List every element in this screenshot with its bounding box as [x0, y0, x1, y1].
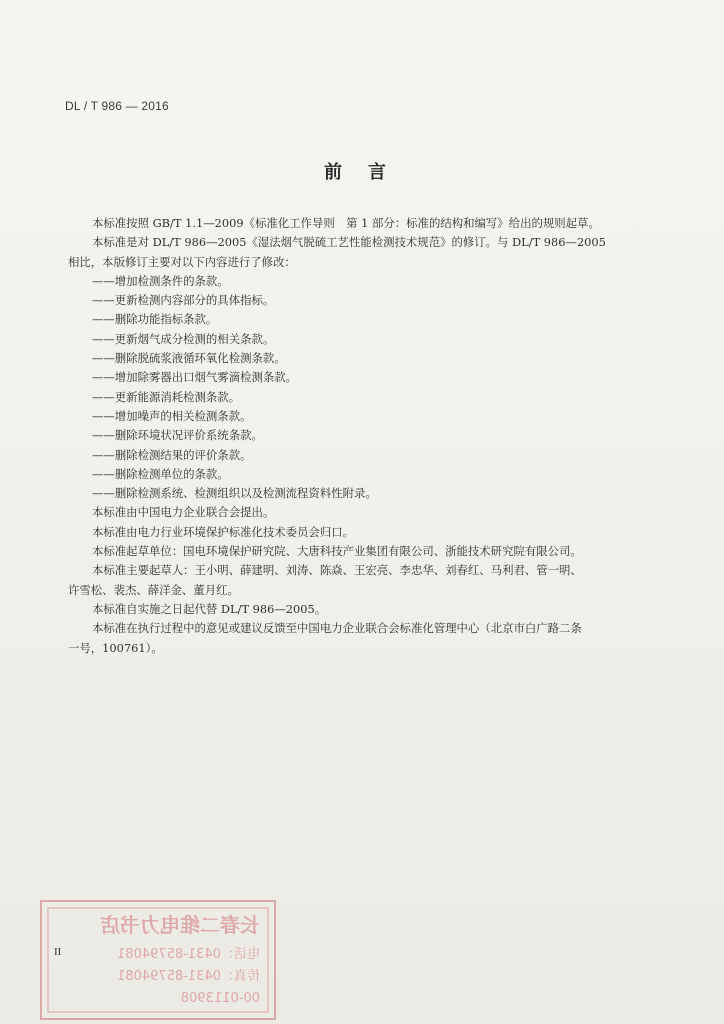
- list-item: ——删除检测系统、检测组织以及检测流程资料性附录。: [92, 486, 377, 501]
- list-item: ——更新能源消耗检测条款。: [92, 389, 241, 404]
- document-body: [68, 214, 658, 658]
- list-item: ——增加检测条件的条款。: [92, 273, 229, 288]
- paragraph-revision-line-2: 相比，本版修订主要对以下内容进行了修改：: [68, 254, 296, 269]
- paragraph-replaces: 本标准自实施之日起代替 DL/T 986—2005。: [92, 601, 327, 616]
- document-header: DL / T 986 — 2016: [65, 99, 169, 113]
- revision-list: [68, 272, 658, 504]
- paragraph-drafting-rules: 本标准按照 GB/T 1.1—2009《标准化工作导则 第 1 部分：标准的结构和编写》给出的规则起草。: [92, 216, 600, 230]
- list-item: ——删除脱硫浆液循环氧化检测条款。: [92, 351, 286, 366]
- paragraph-drafters-line-1: 本标准主要起草人：王小明、薛建明、刘涛、陈焱、王宏亮、李忠华、刘春红、马利君、管一明、: [92, 563, 582, 578]
- paragraph-drafting-units: 本标准起草单位：国电环境保护研究院、大唐科技产业集团有限公司、浙能技术研究院有限公司。: [92, 544, 582, 559]
- list-item: ——删除功能指标条款。: [92, 312, 218, 327]
- paragraph-proposer: 本标准由中国电力企业联合会提出。: [92, 505, 275, 520]
- page-number: II: [54, 946, 62, 958]
- paragraph-drafters-line-2: 许雪松、裴杰、薛洋金、董月红。: [68, 582, 239, 597]
- list-item: ——更新检测内容部分的具体指标。: [92, 293, 275, 308]
- svg-text:电话：0431-85794081: 电话：0431-85794081: [117, 947, 260, 962]
- paragraph-feedback-line-1: 本标准在执行过程中的意见或建议反馈至中国电力企业联合会标准化管理中心（北京市白广路二条: [92, 621, 582, 636]
- svg-text:长春二维电力书店: 长春二维电力书店: [100, 913, 260, 937]
- paragraph-revision-line-1: 本标准是对 DL/T 986—2005《湿法烟气脱硫工艺性能检测技术规范》的修订。与 DL/T 986—2005: [92, 235, 606, 250]
- list-item: ——删除环境状况评价系统条款。: [92, 428, 263, 443]
- paragraph-feedback-line-2: 一号，100761）。: [68, 640, 163, 655]
- paragraph-committee: 本标准由电力行业环境保护标准化技术委员会归口。: [92, 524, 354, 539]
- list-item: ——增加噪声的相关检测条款。: [92, 408, 252, 423]
- list-item: ——更新烟气成分检测的相关条款。: [92, 331, 275, 346]
- page-title: 前言: [324, 162, 412, 183]
- list-item: ——增加除雾器出口烟气雾滴检测条款。: [92, 370, 298, 385]
- list-item: ——删除检测单位的条款。: [92, 466, 229, 481]
- svg-text:00-0113908: 00-0113908: [180, 991, 260, 1006]
- bookstore-stamp-image: [40, 900, 276, 1020]
- list-item: ——删除检测结果的评价条款。: [92, 447, 252, 462]
- svg-text:传真：0431-85794081: 传真：0431-85794081: [117, 969, 260, 984]
